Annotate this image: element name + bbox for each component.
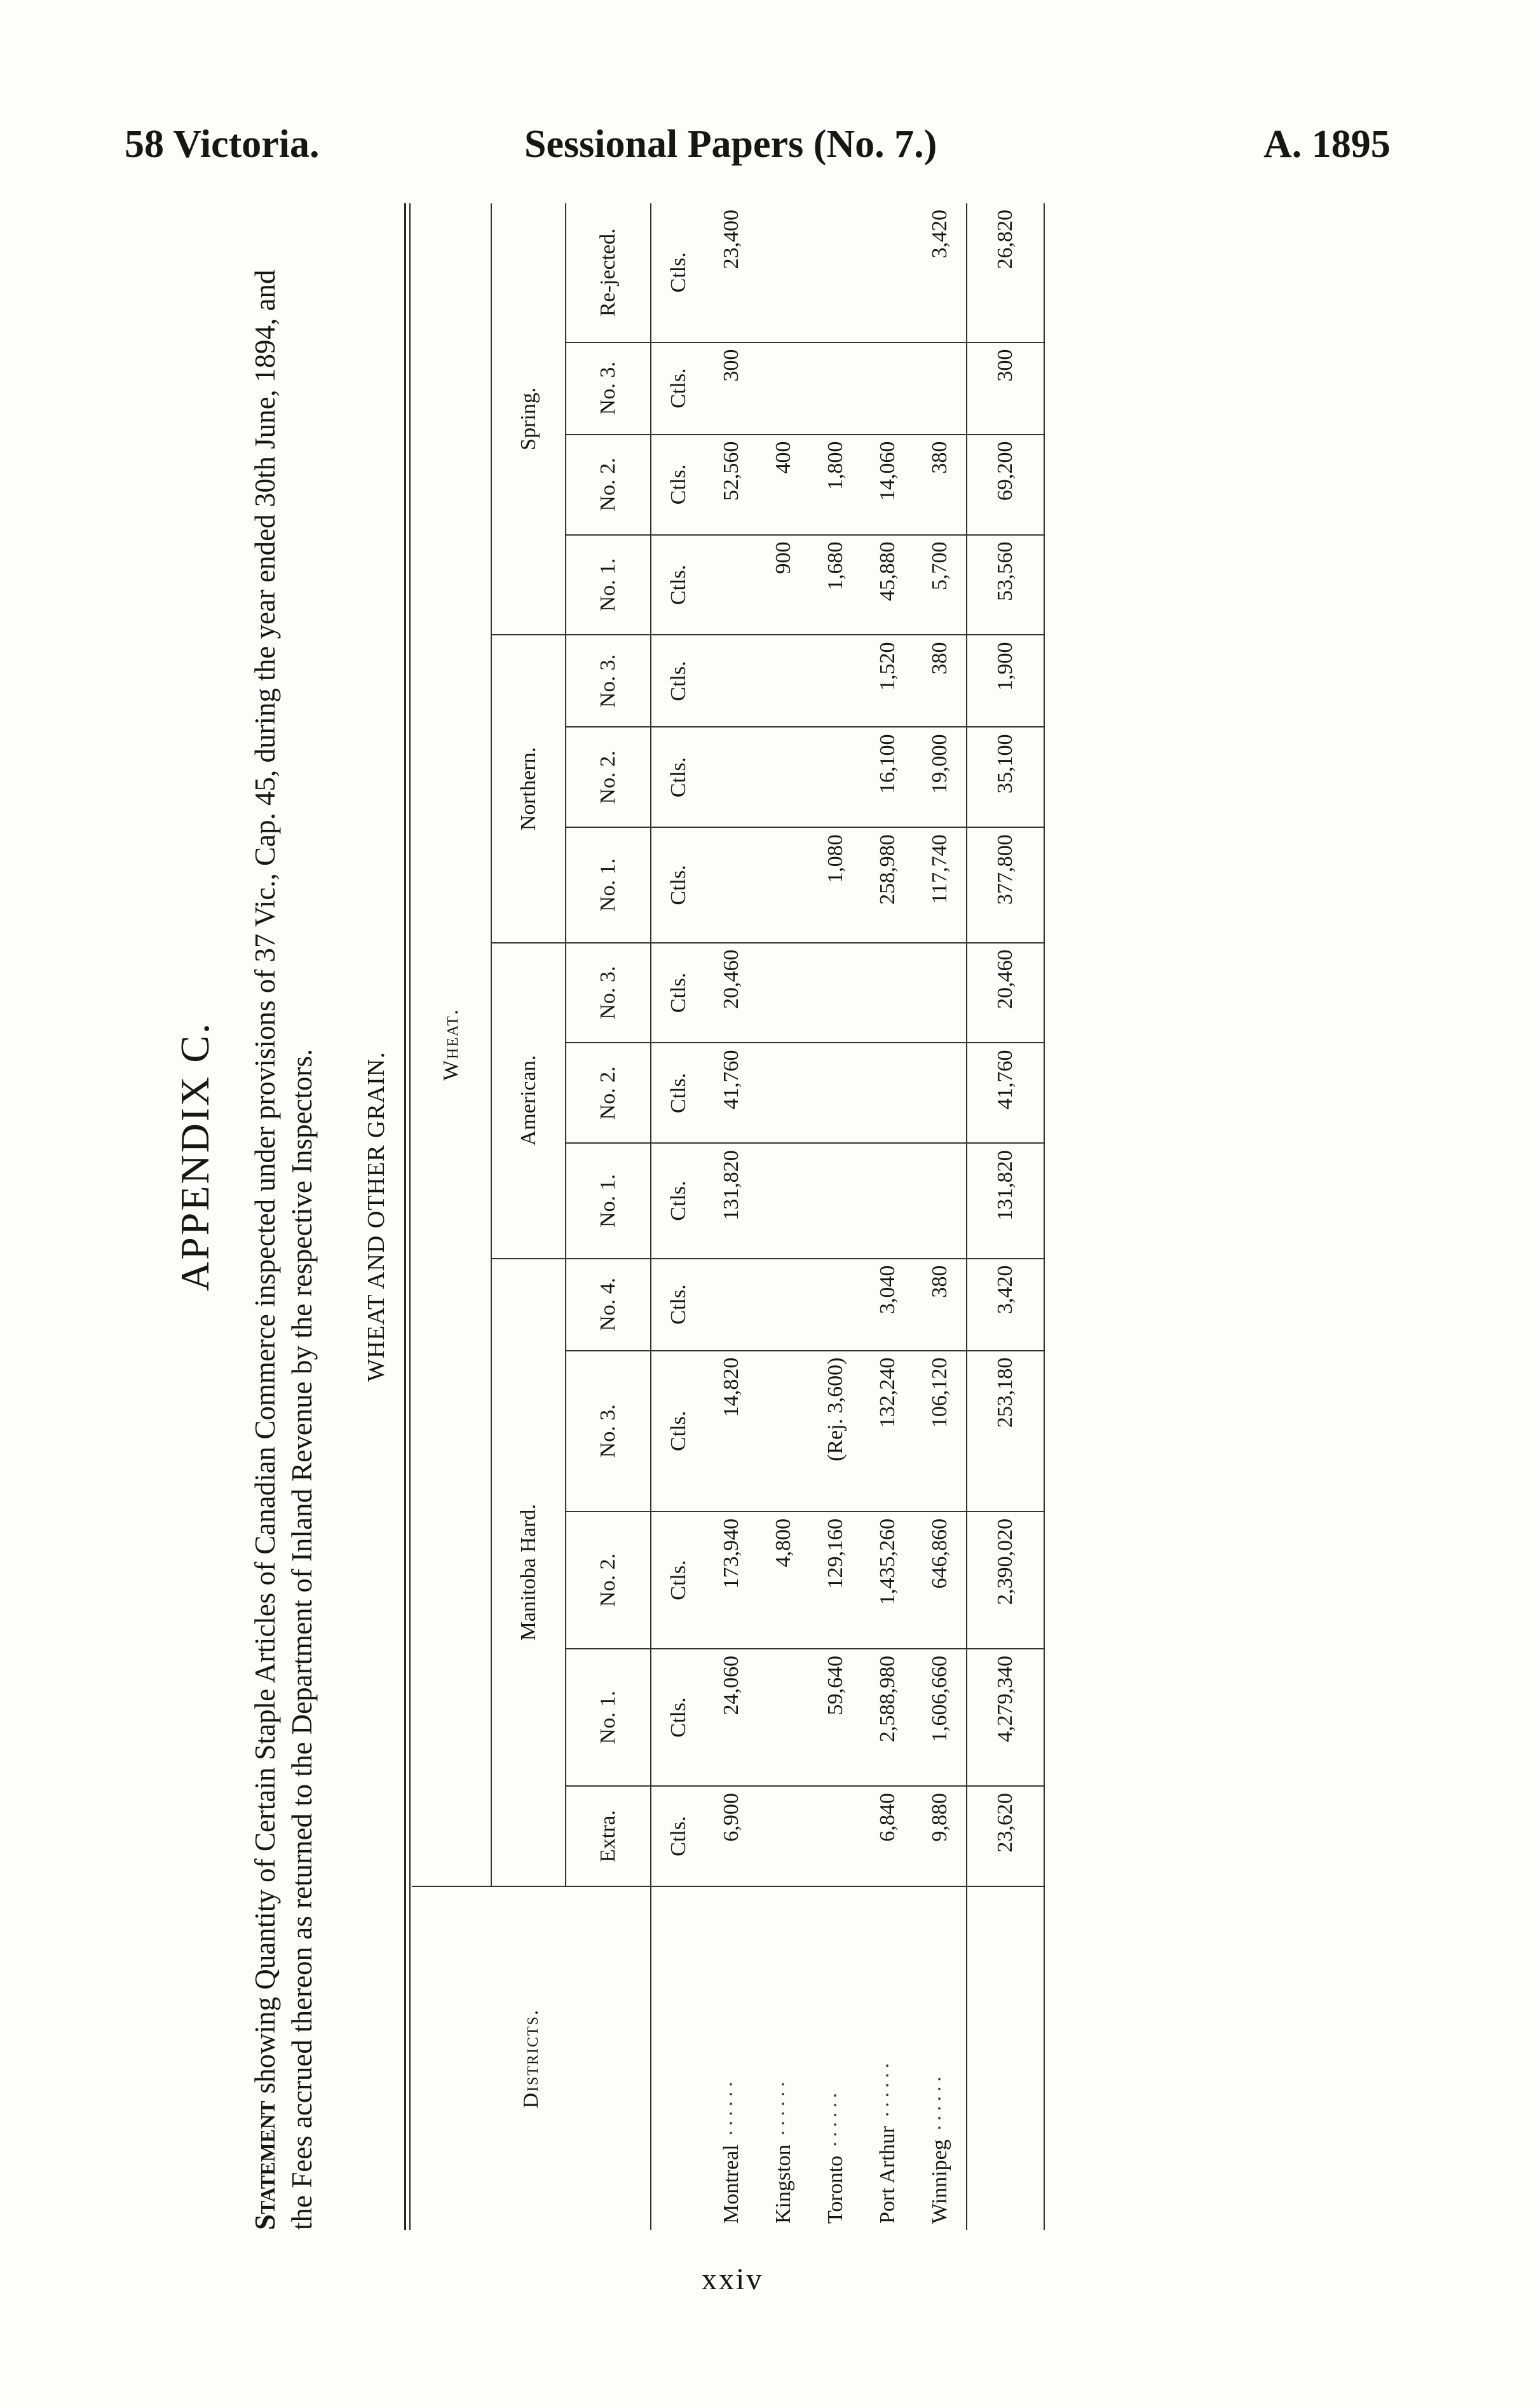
table-cell	[862, 342, 914, 435]
table-cell: 52,560	[705, 435, 758, 535]
header-session: 58 Victoria.	[125, 123, 320, 166]
header-year: A. 1895	[1263, 123, 1391, 166]
table-cell	[914, 1043, 967, 1143]
district-label: Kingston	[772, 2144, 795, 2224]
total-cell: 1,900	[967, 635, 1044, 727]
column-header: Extra.	[566, 1786, 651, 1886]
unit-label: Ctls.	[651, 535, 705, 635]
column-header: No. 1.	[566, 1649, 651, 1786]
table-cell: 131,820	[705, 1143, 758, 1258]
table-cell: 132,240	[862, 1351, 914, 1512]
total-cell: 300	[967, 342, 1044, 435]
table-cell: 6,900	[705, 1786, 758, 1886]
table-cell: 41,760	[705, 1043, 758, 1143]
column-header: No. 2.	[566, 1512, 651, 1649]
table-cell: 19,000	[914, 727, 967, 827]
table-cell: 900	[758, 535, 810, 635]
dot-leader: ······	[719, 2078, 743, 2145]
total-cell: 23,620	[967, 1786, 1044, 1886]
table-cell: 258,980	[862, 827, 914, 942]
table-cell: 16,100	[862, 727, 914, 827]
unit-label: Ctls.	[651, 1512, 705, 1649]
column-header: No. 2.	[566, 727, 651, 827]
table-cell: 45,880	[862, 535, 914, 635]
table-cell: 646,860	[914, 1512, 967, 1649]
subgroup-spring: Spring.	[491, 203, 566, 635]
table-row	[810, 203, 862, 2230]
statement-paragraph	[247, 260, 320, 2230]
subgroup-manitoba-hard: Manitoba Hard.	[491, 1259, 566, 1886]
table-cell	[862, 943, 914, 1043]
column-header: Re-jected.	[566, 203, 651, 342]
column-header: No. 1.	[566, 535, 651, 635]
statement-text: showing Quantity of Certain Staple Articles of Canadian Commerce inspected under provisions of 37 Vic., Cap. 45, during the year ended 30th June, 1894, and the Fees accrued thereon as returned to the Department of Inland Revenue by the respective Inspectors.	[249, 269, 318, 2230]
unit-label: Ctls.	[651, 943, 705, 1043]
table-cell: 1,606,660	[914, 1649, 967, 1786]
rotated-content	[172, 203, 1239, 2230]
table-cell	[758, 943, 810, 1043]
total-cell: 26,820	[967, 203, 1044, 342]
unit-label: Ctls.	[651, 1043, 705, 1143]
district-label: Port Arthur	[876, 2126, 899, 2224]
district-name	[810, 1886, 862, 2230]
table-cell	[705, 535, 758, 635]
table-cell: 1,435,260	[862, 1512, 914, 1649]
table-cell	[810, 1786, 862, 1886]
dot-leader: ······	[928, 2073, 951, 2140]
table-cell	[758, 1143, 810, 1258]
table-cell	[810, 203, 862, 342]
table-cell: 380	[914, 635, 967, 727]
table-cell: 300	[705, 342, 758, 435]
district-label: Toronto	[824, 2155, 847, 2224]
table-cell	[705, 727, 758, 827]
table-cell	[758, 1649, 810, 1786]
table-cell: 129,160	[810, 1512, 862, 1649]
column-header: No. 2.	[566, 435, 651, 535]
table-cell: 23,400	[705, 203, 758, 342]
table-cell: 14,060	[862, 435, 914, 535]
unit-label: Ctls.	[651, 1259, 705, 1351]
column-header: No. 3.	[566, 1351, 651, 1512]
table-cell: 4,800	[758, 1512, 810, 1649]
unit-label: Ctls.	[651, 827, 705, 942]
table-cell	[914, 943, 967, 1043]
table-cell: 5,700	[914, 535, 967, 635]
statement-lead: Statement	[249, 2100, 281, 2230]
table-cell: 14,820	[705, 1351, 758, 1512]
table-row	[914, 203, 967, 2230]
total-cell: 131,820	[967, 1143, 1044, 1258]
table-cell	[862, 203, 914, 342]
table-cell: 106,120	[914, 1351, 967, 1512]
table-cell	[758, 1043, 810, 1143]
column-header: No. 3.	[566, 342, 651, 435]
district-name	[705, 1886, 758, 2230]
column-header: No. 4.	[566, 1259, 651, 1351]
table-cell: 380	[914, 1259, 967, 1351]
table-cell	[862, 1143, 914, 1258]
header-sessional-papers: Sessional Papers (No. 7.)	[524, 123, 937, 166]
wheat-header: Wheat.	[412, 203, 491, 1886]
total-cell: 3,420	[967, 1259, 1044, 1351]
dot-leader: ······	[824, 2089, 847, 2156]
table-cell	[758, 635, 810, 727]
unit-label: Ctls.	[651, 1649, 705, 1786]
district-name	[862, 1886, 914, 2230]
table-cell: 380	[914, 435, 967, 535]
table-cell: 1,520	[862, 635, 914, 727]
table-row	[758, 203, 810, 2230]
district-label: Montreal	[719, 2144, 743, 2224]
table-cell	[758, 203, 810, 342]
total-cell: 69,200	[967, 435, 1044, 535]
subgroup-northern: Northern.	[491, 635, 566, 942]
total-cell: 20,460	[967, 943, 1044, 1043]
column-header: No. 3.	[566, 943, 651, 1043]
table-cell	[810, 1143, 862, 1258]
table-cell	[810, 635, 862, 727]
totals-label	[967, 1886, 1044, 2230]
table-subtitle: WHEAT AND OTHER GRAIN.	[363, 1052, 390, 1382]
table-cell: 1,680	[810, 535, 862, 635]
page-number: xxiv	[702, 2263, 764, 2296]
table-cell: 24,060	[705, 1649, 758, 1786]
table-row	[705, 203, 758, 2230]
table-cell	[758, 827, 810, 942]
table-cell: 1,800	[810, 435, 862, 535]
dot-leader: ······	[876, 2059, 899, 2127]
column-header: No. 3.	[566, 635, 651, 727]
unit-label: Ctls.	[651, 635, 705, 727]
subgroup-american: American.	[491, 943, 566, 1259]
table-top-rule	[404, 203, 406, 2230]
units-spacer	[651, 1886, 705, 2230]
table-cell: (Rej. 3,600)	[810, 1351, 862, 1512]
table-cell	[705, 827, 758, 942]
column-header: No. 2.	[566, 1043, 651, 1143]
appendix-title: APPENDIX C.	[172, 1021, 217, 1292]
table-cell: 9,880	[914, 1786, 967, 1886]
table-cell	[914, 1143, 967, 1258]
total-cell: 253,180	[967, 1351, 1044, 1512]
table-cell: 3,040	[862, 1259, 914, 1351]
unit-label: Ctls.	[651, 727, 705, 827]
unit-label: Ctls.	[651, 1143, 705, 1258]
table-cell: 6,840	[862, 1786, 914, 1886]
table-cell	[758, 342, 810, 435]
total-cell: 2,390,020	[967, 1512, 1044, 1649]
total-cell: 35,100	[967, 727, 1044, 827]
column-header: No. 1.	[566, 827, 651, 942]
table-cell	[758, 1351, 810, 1512]
table-cell	[758, 727, 810, 827]
dot-leader: ······	[772, 2078, 795, 2145]
table-row	[862, 203, 914, 2230]
total-cell: 377,800	[967, 827, 1044, 942]
unit-label: Ctls.	[651, 203, 705, 342]
unit-label: Ctls.	[651, 342, 705, 435]
table-cell: 400	[758, 435, 810, 535]
table-cell: 1,080	[810, 827, 862, 942]
grain-table	[412, 203, 1045, 2230]
table-cell: 2,588,980	[862, 1649, 914, 1786]
table-cell: 59,640	[810, 1649, 862, 1786]
total-cell: 4,279,340	[967, 1649, 1044, 1786]
table-cell	[810, 342, 862, 435]
table-cell	[705, 1259, 758, 1351]
column-header: No. 1.	[566, 1143, 651, 1258]
districts-header: Districts.	[412, 1886, 651, 2230]
table-cell	[810, 727, 862, 827]
table-cell	[914, 342, 967, 435]
unit-label: Ctls.	[651, 1786, 705, 1886]
table-cell	[810, 1043, 862, 1143]
table-cell	[862, 1043, 914, 1143]
total-cell: 53,560	[967, 535, 1044, 635]
table-cell	[705, 635, 758, 727]
district-name	[914, 1886, 967, 2230]
total-cell: 41,760	[967, 1043, 1044, 1143]
table-cell: 3,420	[914, 203, 967, 342]
district-label: Winnipeg	[928, 2139, 951, 2224]
table-cell: 173,940	[705, 1512, 758, 1649]
district-name	[758, 1886, 810, 2230]
table-cell: 20,460	[705, 943, 758, 1043]
table-cell	[758, 1786, 810, 1886]
table-cell	[758, 1259, 810, 1351]
table-cell	[810, 943, 862, 1043]
table-cell	[810, 1259, 862, 1351]
table-cell: 117,740	[914, 827, 967, 942]
unit-label: Ctls.	[651, 435, 705, 535]
unit-label: Ctls.	[651, 1351, 705, 1512]
